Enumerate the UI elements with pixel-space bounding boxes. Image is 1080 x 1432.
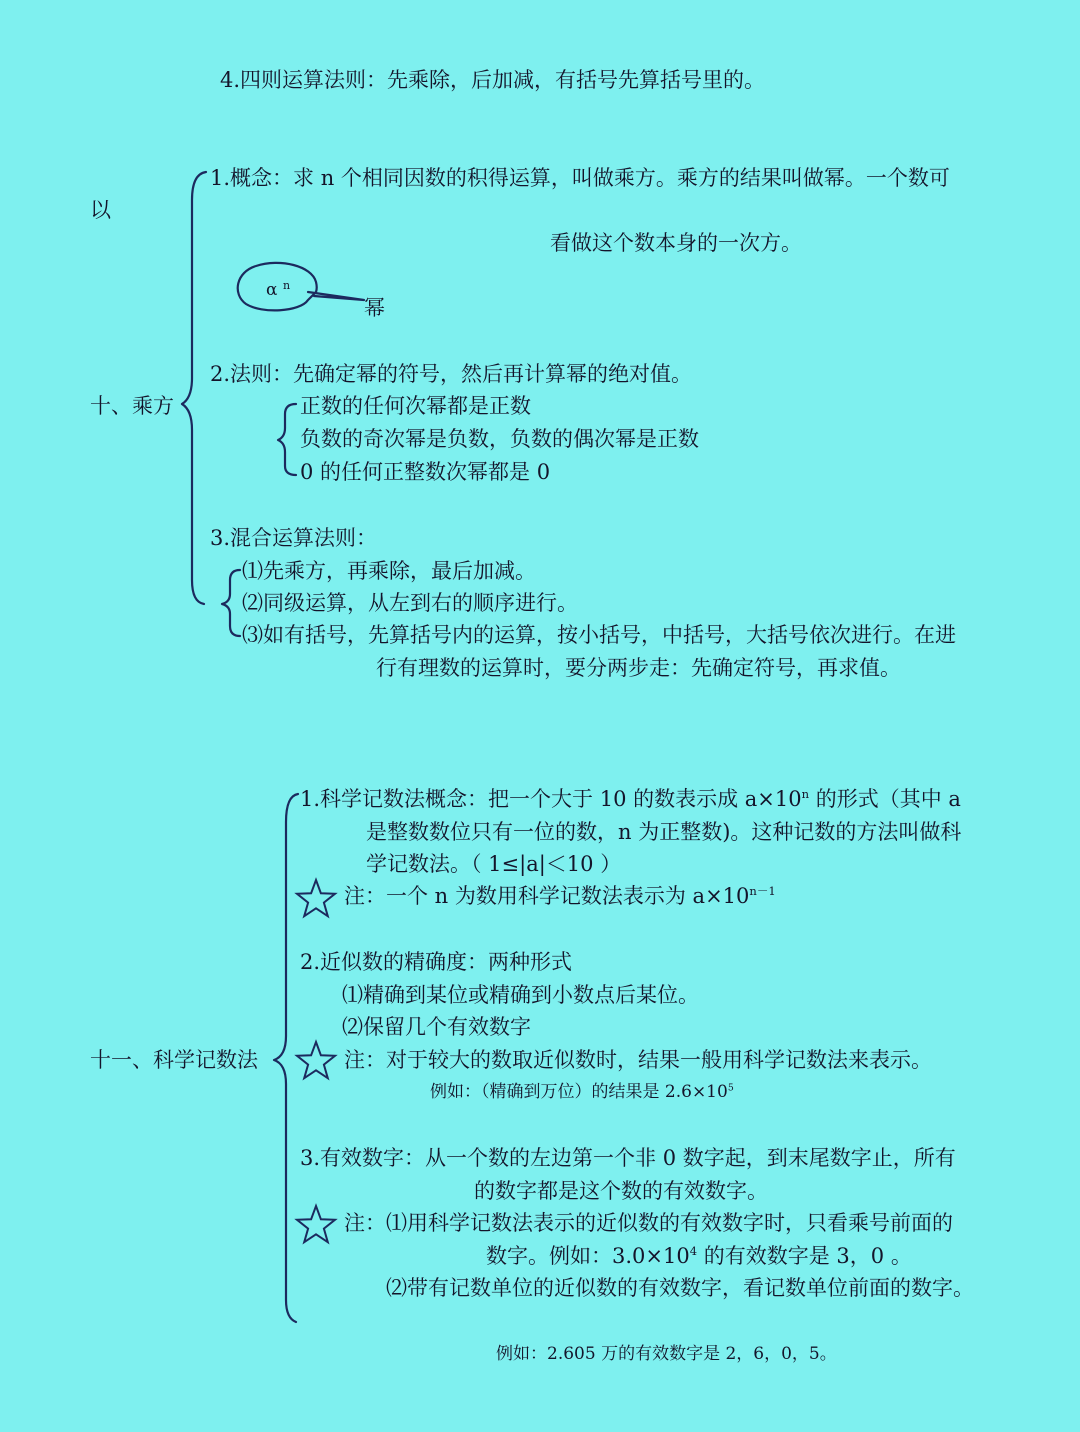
- mixed-item-3-cont: 行有理数的运算时，要分两步走：先确定符号，再求值。: [376, 656, 901, 680]
- p2-item-1: ⑴精确到某位或精确到小数点后某位。: [342, 983, 699, 1007]
- note-2: 注：对于较大的数取近似数时，结果一般用科学记数法来表示。: [344, 1048, 932, 1072]
- mixed-item-3: ⑶如有括号，先算括号内的运算，按小括号，中括号，大括号依次进行。在进: [242, 623, 956, 647]
- bubble-exponent: n: [283, 279, 291, 292]
- bubble-base: α: [266, 280, 278, 300]
- section11-title: 十一、科学记数法: [90, 1048, 258, 1072]
- rule-title: 2.法则：先确定幂的符号，然后再计算幂的绝对值。: [210, 362, 693, 386]
- mixed-title: 3.混合运算法则：: [210, 526, 378, 550]
- p1-line-c: 学记数法。（ 1≤|a|＜10 ）: [366, 852, 622, 876]
- example-2: 例如：（精确到万位）的结果是 $2.6\times 10^5$: [430, 1082, 734, 1102]
- example-3: 例如：2.605 万的有效数字是 2，6，0，5。: [496, 1344, 837, 1364]
- p3-line-a: 3.有效数字：从一个数的左边第一个非 0 数字起，到末尾数字止，所有: [300, 1146, 956, 1170]
- brace-section10: [182, 172, 206, 604]
- brace-rules: [278, 404, 296, 475]
- p2-title: 2.近似数的精确度：两种形式: [300, 950, 573, 974]
- note-3-line-b: 数字。例如：$3.0\times 10^4$ 的有效数字是 3，0 。: [486, 1244, 912, 1268]
- rule-item-2: 负数的奇次幂是负数，负数的偶次幂是正数: [300, 427, 699, 451]
- star-icon: [297, 1206, 335, 1242]
- top-rule-text: 4.四则运算法则：先乘除，后加减，有括号先算括号里的。: [220, 68, 766, 92]
- p3-line-b: 的数字都是这个数的有效数字。: [474, 1179, 768, 1203]
- brace-section11: [274, 794, 298, 1322]
- bubble-label: 幂: [364, 296, 385, 320]
- concept-fragment: 以: [90, 198, 111, 222]
- rule-item-3: 0 的任何正整数次幂都是 0: [300, 460, 551, 484]
- note-3-line-c: ⑵带有记数单位的近似数的有效数字，看记数单位前面的数字。: [386, 1276, 974, 1300]
- star-icon: [297, 880, 335, 916]
- note-1: 注：一个 n 为数用科学记数法表示为 $a\times 10^{n-1}$: [344, 884, 776, 908]
- mixed-item-1: ⑴先乘方，再乘除，最后加减。: [242, 559, 536, 583]
- p2-item-2: ⑵保留几个有效数字: [342, 1015, 531, 1039]
- bubble-outline: [238, 263, 317, 311]
- bubble-pointer: [308, 292, 364, 300]
- concept-line-1: 1.概念：求 n 个相同因数的积得运算，叫做乘方。乘方的结果叫做幂。一个数可: [210, 166, 950, 190]
- star-icon: [297, 1042, 335, 1078]
- concept-line-2: 看做这个数本身的一次方。: [550, 231, 802, 255]
- p1-line-a: 1.科学记数法概念：把一个大于 10 的数表示成 $a\times 10^n$ 的形式（其中 a: [300, 787, 961, 811]
- note-3-line-a: 注：⑴用科学记数法表示的近似数的有效数字时，只看乘号前面的: [344, 1211, 953, 1235]
- rule-item-1: 正数的任何次幂都是正数: [300, 394, 531, 418]
- mixed-item-2: ⑵同级运算，从左到右的顺序进行。: [242, 591, 578, 615]
- p1-line-b: 是整数数位只有一位的数，n 为正整数)。这种记数的方法叫做科: [366, 820, 962, 844]
- brace-mixed: [222, 570, 240, 636]
- section10-title: 十、乘方: [90, 394, 174, 418]
